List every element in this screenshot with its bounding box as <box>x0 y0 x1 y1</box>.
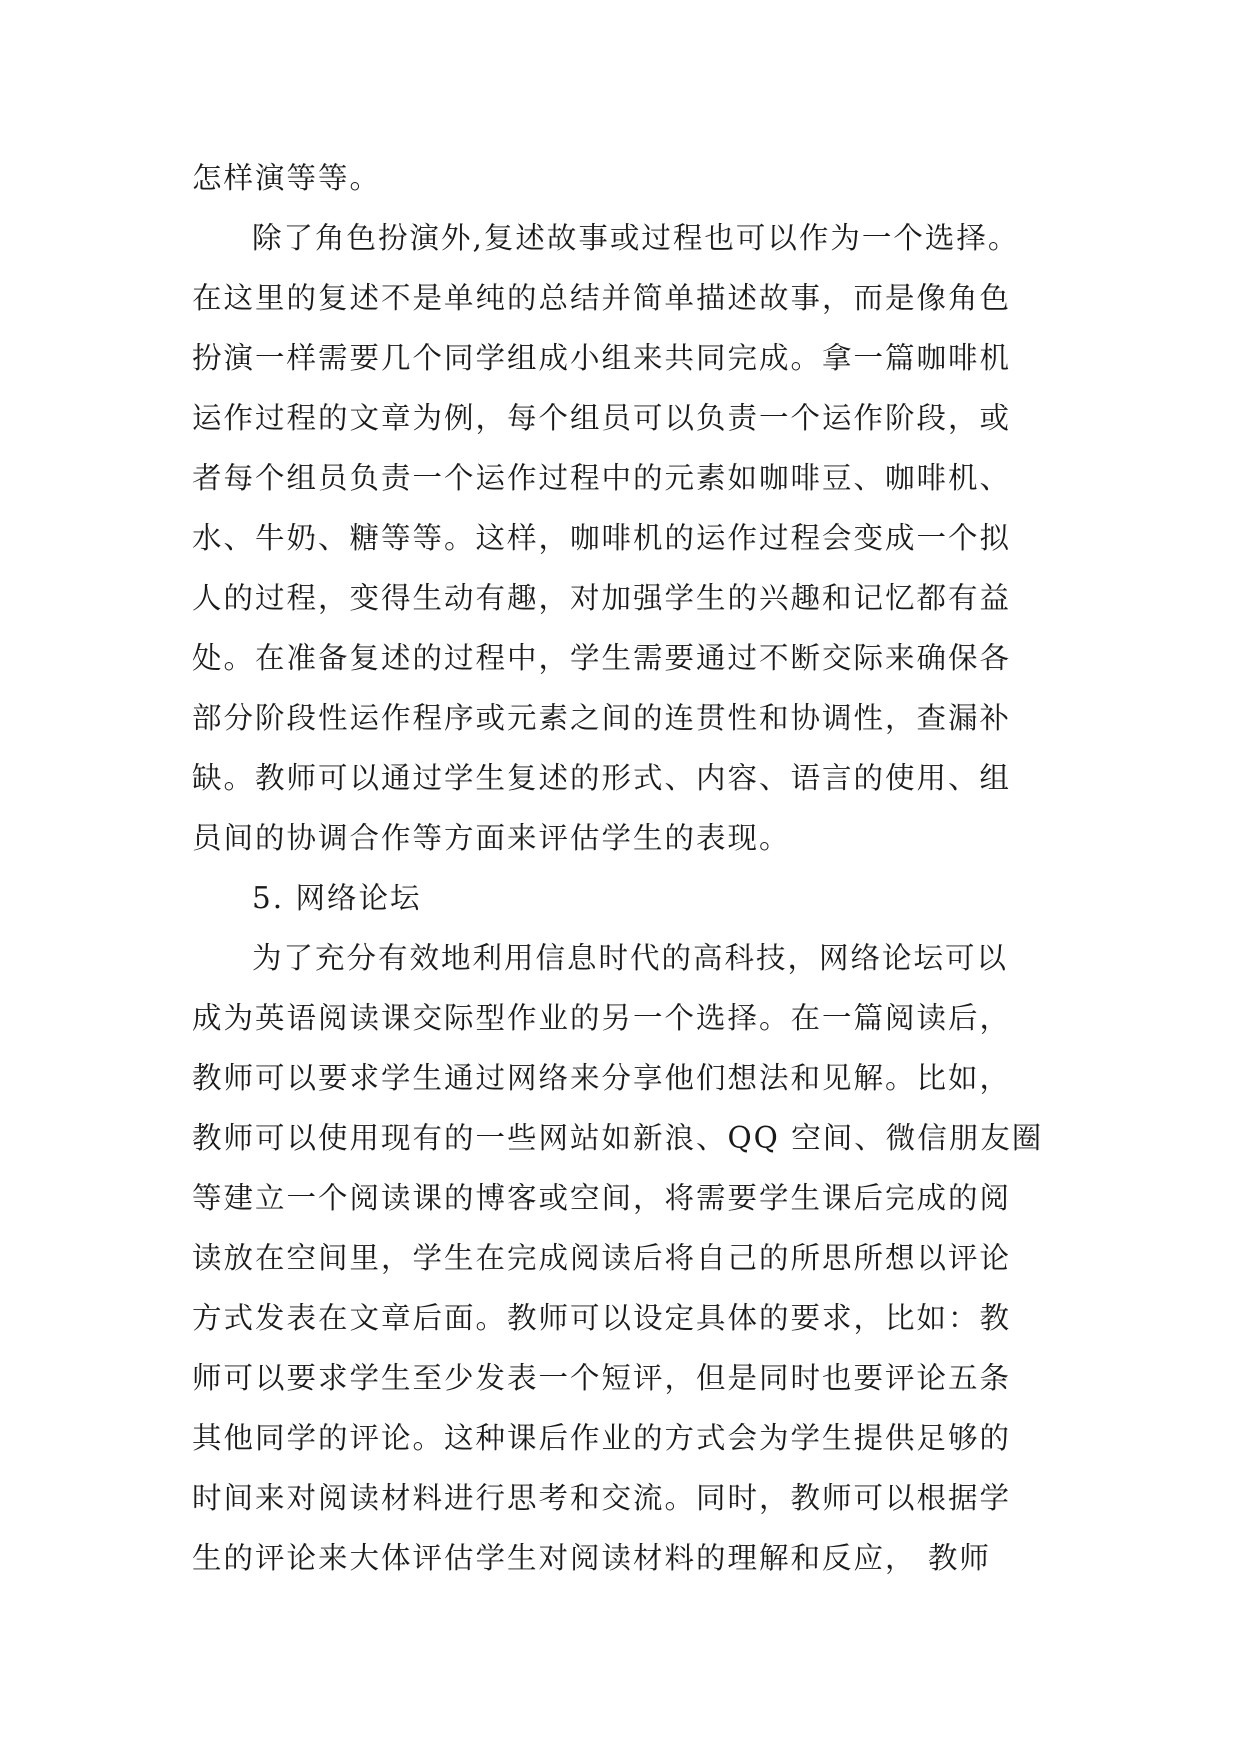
text-line: 怎样演等等。 <box>192 161 382 195</box>
text-line: 教师可以要求学生通过网络来分享他们想法和见解。比如， <box>192 1061 1012 1095</box>
paragraph-first-line: 为了充分有效地利用信息时代的高科技，网络论坛可以 <box>252 941 1009 975</box>
section-heading: 5. 网络论坛 <box>252 881 422 915</box>
text-line: 方式发表在文章后面。教师可以设定具体的要求，比如：教 <box>192 1301 1012 1335</box>
paragraph-first-line: 除了角色扮演外,复述故事或过程也可以作为一个选择。 <box>252 221 1020 255</box>
text-line: 者每个组员负责一个运作过程中的元素如咖啡豆、咖啡机、 <box>192 461 1012 495</box>
text-line: 教师可以使用现有的一些网站如新浪、QQ 空间、微信朋友圈 <box>192 1121 1044 1155</box>
text-line: 其他同学的评论。这种课后作业的方式会为学生提供足够的 <box>192 1421 1012 1455</box>
text-line: 水、牛奶、糖等等。这样，咖啡机的运作过程会变成一个拟 <box>192 521 1012 555</box>
text-line: 人的过程，变得生动有趣，对加强学生的兴趣和记忆都有益 <box>192 581 1012 615</box>
text-line: 员间的协调合作等方面来评估学生的表现。 <box>192 821 791 855</box>
text-line: 扮演一样需要几个同学组成小组来共同完成。拿一篇咖啡机 <box>192 341 1012 375</box>
text-line: 成为英语阅读课交际型作业的另一个选择。在一篇阅读后， <box>192 1001 1012 1035</box>
text-line: 等建立一个阅读课的博客或空间，将需要学生课后完成的阅 <box>192 1181 1012 1215</box>
text-line: 读放在空间里，学生在完成阅读后将自己的所思所想以评论 <box>192 1241 1012 1275</box>
text-line: 部分阶段性运作程序或元素之间的连贯性和协调性，查漏补 <box>192 701 1012 735</box>
text-line: 师可以要求学生至少发表一个短评，但是同时也要评论五条 <box>192 1361 1012 1395</box>
text-line: 在这里的复述不是单纯的总结并简单描述故事，而是像角色 <box>192 281 1012 315</box>
text-line: 缺。教师可以通过学生复述的形式、内容、语言的使用、组 <box>192 761 1012 795</box>
text-line: 处。在准备复述的过程中，学生需要通过不断交际来确保各 <box>192 641 1012 675</box>
text-line: 生的评论来大体评估学生对阅读材料的理解和反应， 教师 <box>192 1541 991 1575</box>
text-line: 运作过程的文章为例，每个组员可以负责一个运作阶段，或 <box>192 401 1012 435</box>
text-line: 时间来对阅读材料进行思考和交流。同时，教师可以根据学 <box>192 1481 1012 1515</box>
